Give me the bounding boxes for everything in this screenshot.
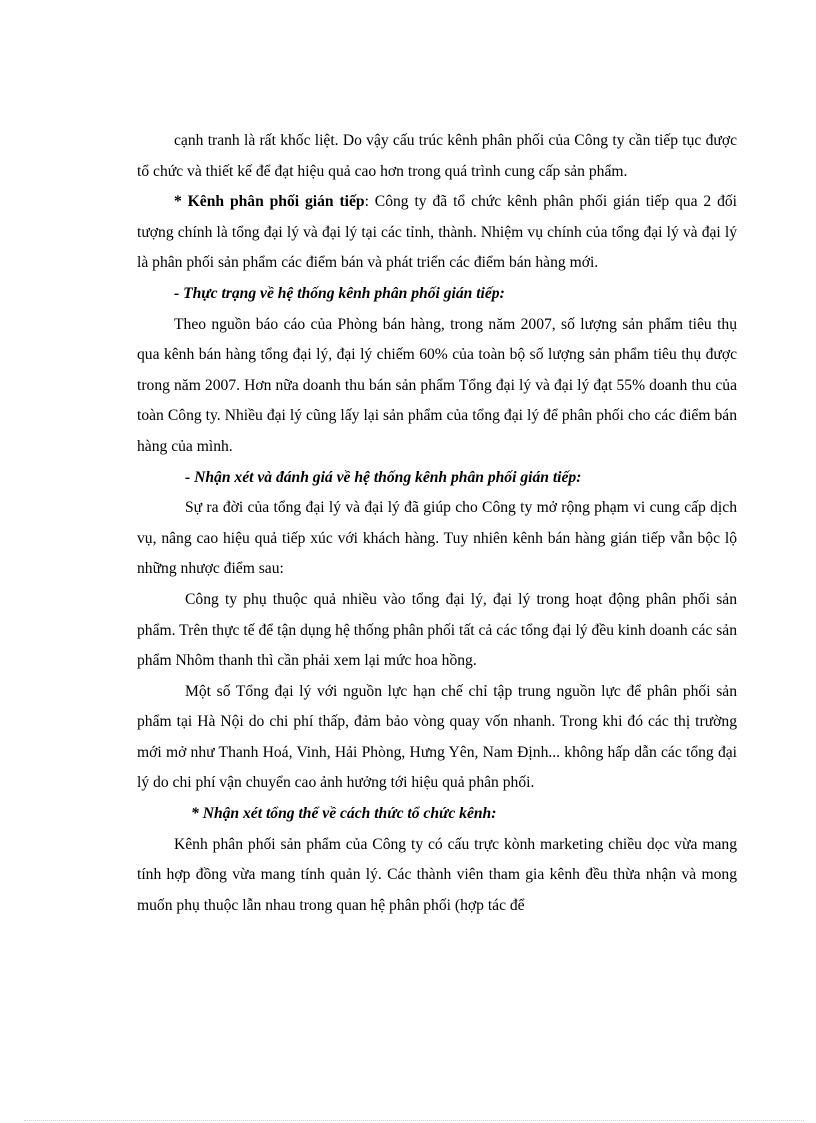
paragraph-channel-structure: Kênh phân phối sản phẩm của Công ty có cấu trực kònh marketing chiều dọc vừa mang tính hợp đồng vừa mang tính quản lý. Các thành viên tham gia kênh đều thừa nhận và mong muốn phụ thuộc lẫn nhau trong quan hệ phân phối (hợp tác để <box>137 835 737 914</box>
page-bottom-divider <box>24 1120 804 1121</box>
paragraph-agent-benefits: Sự ra đời của tổng đại lý và đại lý đã giúp cho Công ty mở rộng phạm vi cung cấp dịch vụ, nâng cao hiệu quả tiếp xúc với khách hàng. Tuy nhiên kênh bán hàng gián tiếp vẫn bộc lộ những nhược điểm sau: <box>137 499 737 578</box>
paragraph-sales-report: Theo nguồn báo cáo của Phòng bán hàng, trong năm 2007, số lượng sản phẩm tiêu thụ qua kênh bán hàng tổng đại lý, đại lý chiếm 60% của toàn bộ số lượng sản phẩm tiêu thụ được trong năm 2007. Hơn nữa doanh thu bán sản phẩm Tổng đại lý và đại lý đạt 55% doanh thu của toàn Công ty. Nhiều đại lý cũng lấy lại sản phẩm của tổng đại lý để phân phối cho các điểm bán hàng của mình. <box>137 315 737 455</box>
document-body <box>137 126 737 921</box>
indirect-channel-lead: * Kênh phân phối gián tiếp <box>174 193 365 211</box>
paragraph-indirect-channel <box>137 187 737 279</box>
indirect-channel-body: : Công ty đã tổ chức kênh phân phối gián tiếp qua 2 đối tượng chính là tổng đại lý và đại lý tại các tỉnh, thành. Nhiệm vụ chính của tổng đại lý và đại lý là phân phối sản phẩm các điểm bán và phát triển các điểm bán hàng mới. <box>137 193 737 272</box>
paragraph-limited-resources: Một số Tổng đại lý với nguồn lực hạn chế chỉ tập trung nguồn lực để phân phối sản phẩm tại Hà Nội do chi phí thấp, đảm bảo vòng quay vốn nhanh. Trong khi đó các thị trường mới mở như Thanh Hoá, Vinh, Hải Phòng, Hưng Yên, Nam Định... không hấp dẫn các tổng đại lý do chi phí vận chuyển cao ảnh hưởng tới hiệu quả phân phối. <box>137 682 737 792</box>
paragraph-competition: cạnh tranh là rất khốc liệt. Do vậy cấu trúc kênh phân phối của Công ty cần tiếp tục được tổ chức và thiết kế để đạt hiệu quả cao hơn trong quá trình cung cấp sản phẩm. <box>137 132 737 180</box>
heading-current-status: - Thực trạng về hệ thống kênh phân phối gián tiếp: <box>174 284 505 302</box>
heading-overall-assessment: * Nhận xét tổng thể về cách thức tổ chức kênh: <box>191 805 497 823</box>
paragraph-dependence: Công ty phụ thuộc quả nhiều vào tổng đại lý, đại lý trong hoạt động phân phối sản phẩm. Trên thực tế để tận dụng hệ thống phân phối tất cả các tổng đại lý đều kinh doanh các sản phẩm Nhôm thanh thì cần phải xem lại mức hoa hồng. <box>137 590 737 670</box>
heading-evaluation: - Nhận xét và đánh giá về hệ thống kênh phân phối gián tiếp: <box>185 468 582 486</box>
